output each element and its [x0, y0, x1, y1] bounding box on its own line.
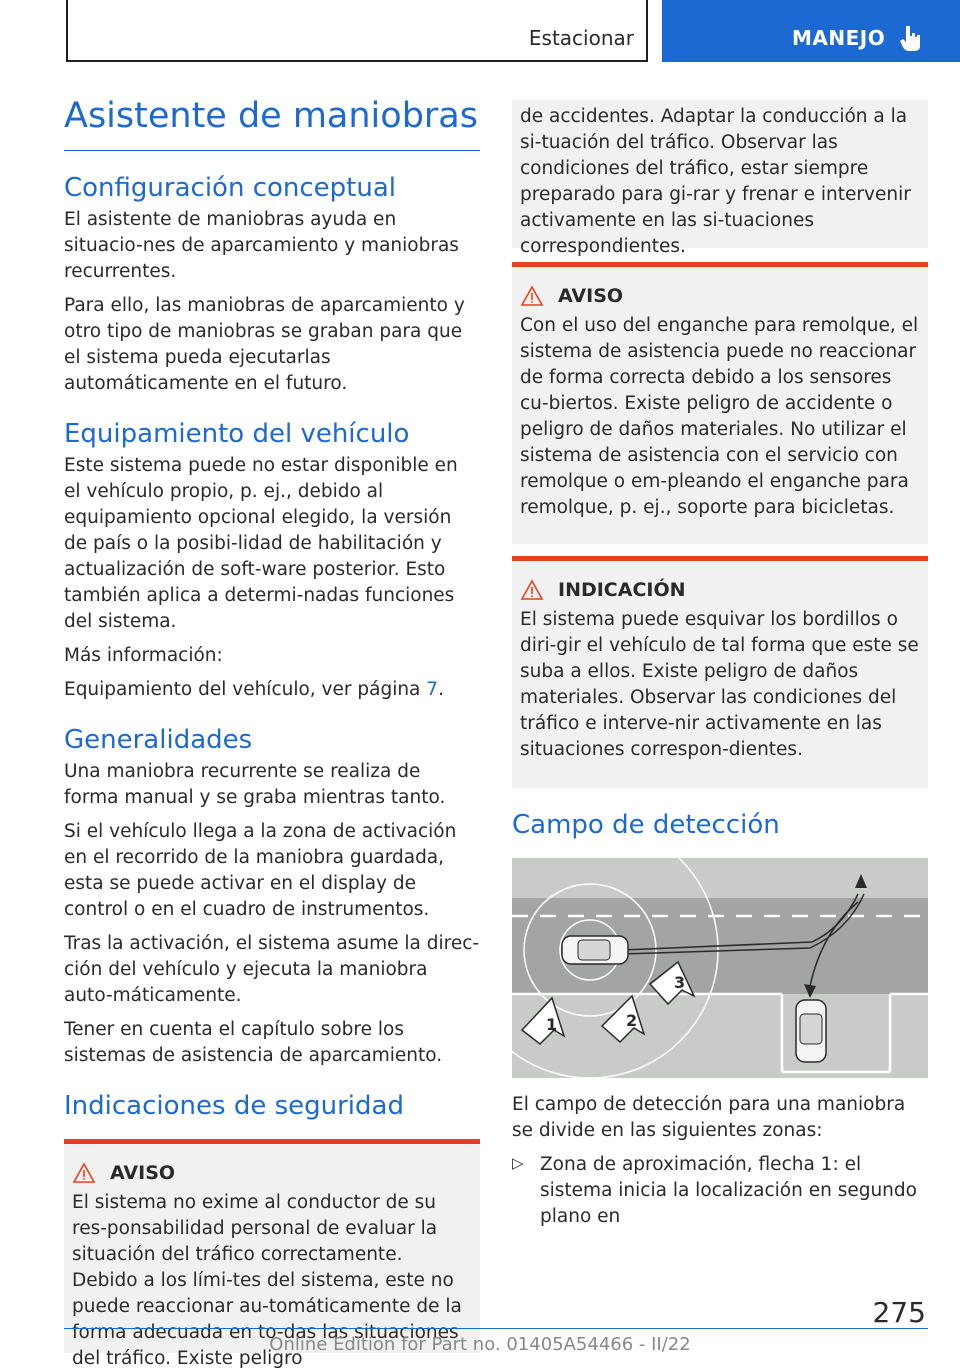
section-tab [662, 0, 960, 62]
warning-text-1b: de accidentes. Adaptar la conducción a la si-tuación del tráfico. Observar las condiciones del tráfico, estar siempre preparado para gi-rar y frenar e intervenir activamente en las si-tuaciones correspondientes. [520, 106, 911, 257]
safety-heading: Indicaciones de seguridad [64, 1091, 404, 1121]
footer-divider [64, 1328, 928, 1329]
more-info-label: Más información: [64, 645, 223, 666]
note-label: INDICACIÓN [558, 579, 686, 601]
general-paragraph-2: Si el vehículo llega a la zona de activación en el recorrido de la maniobra guardada, esta se puede activar en el display de control o en el cuadro de instrumentos. [64, 821, 457, 920]
reference-text: Equipamiento del vehículo, ver página [64, 679, 427, 700]
hand-pointer-icon [898, 24, 924, 52]
general-paragraph-4: Tener en cuenta el capítulo sobre los sistemas de asistencia de aparcamiento. [64, 1019, 443, 1066]
warning-title-2 [520, 285, 920, 307]
warning-label-2: AVISO [558, 285, 624, 307]
detection-figure [512, 858, 928, 1078]
edition-note: Online Edition for Part no. 01405A54466 - II/22 [269, 1334, 691, 1355]
concept-heading: Configuración conceptual [64, 173, 396, 203]
note-box [512, 556, 928, 788]
warning-title-1 [72, 1162, 472, 1184]
list-item [512, 1152, 928, 1230]
section-title: MANEJO [792, 26, 886, 50]
detection-text [512, 1092, 928, 1230]
page-title: Asistente de maniobras [64, 96, 480, 151]
warning-triangle-icon [520, 579, 544, 601]
arrow-label-2: 2 [626, 1011, 638, 1030]
arrow-label-1: 1 [546, 1015, 558, 1034]
concept-paragraph-2: Para ello, las maniobras de aparcamiento y otro tipo de maniobras se graban para que el sistema pueda ejecutarlas automáticamente en el futuro. [64, 295, 465, 394]
equipment-heading: Equipamiento del vehículo [64, 419, 410, 449]
detection-diagram [512, 858, 928, 1078]
page-link[interactable]: 7 [426, 679, 439, 700]
warning-label-1: AVISO [110, 1162, 176, 1184]
right-column [512, 100, 928, 840]
warning-triangle-icon [72, 1162, 96, 1184]
note-text: El sistema puede esquivar los bordillos o diri-gir el vehículo de tal forma que este se suba a ellos. Existe peligro de daños materiales. Observar las condiciones del tráfico e interve-nir activamente en las situaciones correspon-dientes. [520, 609, 919, 760]
warning-triangle-icon [520, 285, 544, 307]
page-number: 275 [872, 1296, 926, 1329]
detection-heading: Campo de detección [512, 810, 780, 840]
list-item-text: Zona de aproximación, flecha 1: el sistema inicia la localización en segundo plano en [540, 1154, 917, 1227]
general-paragraph-1: Una maniobra recurrente se realiza de forma manual y se graba mientras tanto. [64, 761, 446, 808]
equipment-paragraph: Este sistema puede no estar disponible en el vehículo propio, p. ej., debido al equipamiento opcional elegido, la versión de país o la posibi-lidad de habilitación y actualización de soft-ware posterior. Esto también aplica a determi-nadas funciones del sistema. [64, 455, 458, 632]
warning-box-2 [512, 262, 928, 544]
note-title [520, 579, 920, 601]
general-paragraph-3: Tras la activación, el sistema asume la direc-ción del vehículo y ejecuta la maniobra auto-máticamente. [64, 933, 480, 1006]
warning-text-2: Con el uso del enganche para remolque, el sistema de asistencia puede no reaccionar de forma correcta debido a los sensores cu-biertos. Existe peligro de accidente o peligro de daños materiales. No utilizar el sistema de asistencia con el servicio con remolque o em-pleando el enganche para remolque, p. ej., soporte para bicicletas. [520, 315, 919, 518]
general-heading: Generalidades [64, 725, 253, 755]
chapter-tab [66, 0, 648, 62]
reference-end: . [438, 679, 444, 700]
concept-paragraph-1: El asistente de maniobras ayuda en situacio-nes de aparcamiento y maniobras recurrentes. [64, 209, 459, 282]
warning-box-1-continued [512, 100, 928, 257]
triangle-bullet-icon: ▷ [512, 1154, 524, 1172]
chapter-title: Estacionar [528, 26, 634, 50]
warning-text-1a: El sistema no exime al conductor de su res-ponsabilidad personal de evaluar la situación del tráfico correctamente. Debido a los lími-tes del sistema, este no puede reaccionar au-tomáticamente de la forma adecuada en to-das las situaciones del tráfico. Existe peligro [72, 1192, 462, 1369]
equipment-reference [64, 677, 480, 703]
detection-paragraph: El campo de detección para una maniobra se divide en las siguientes zonas: [512, 1094, 906, 1141]
arrow-label-3: 3 [674, 973, 686, 992]
